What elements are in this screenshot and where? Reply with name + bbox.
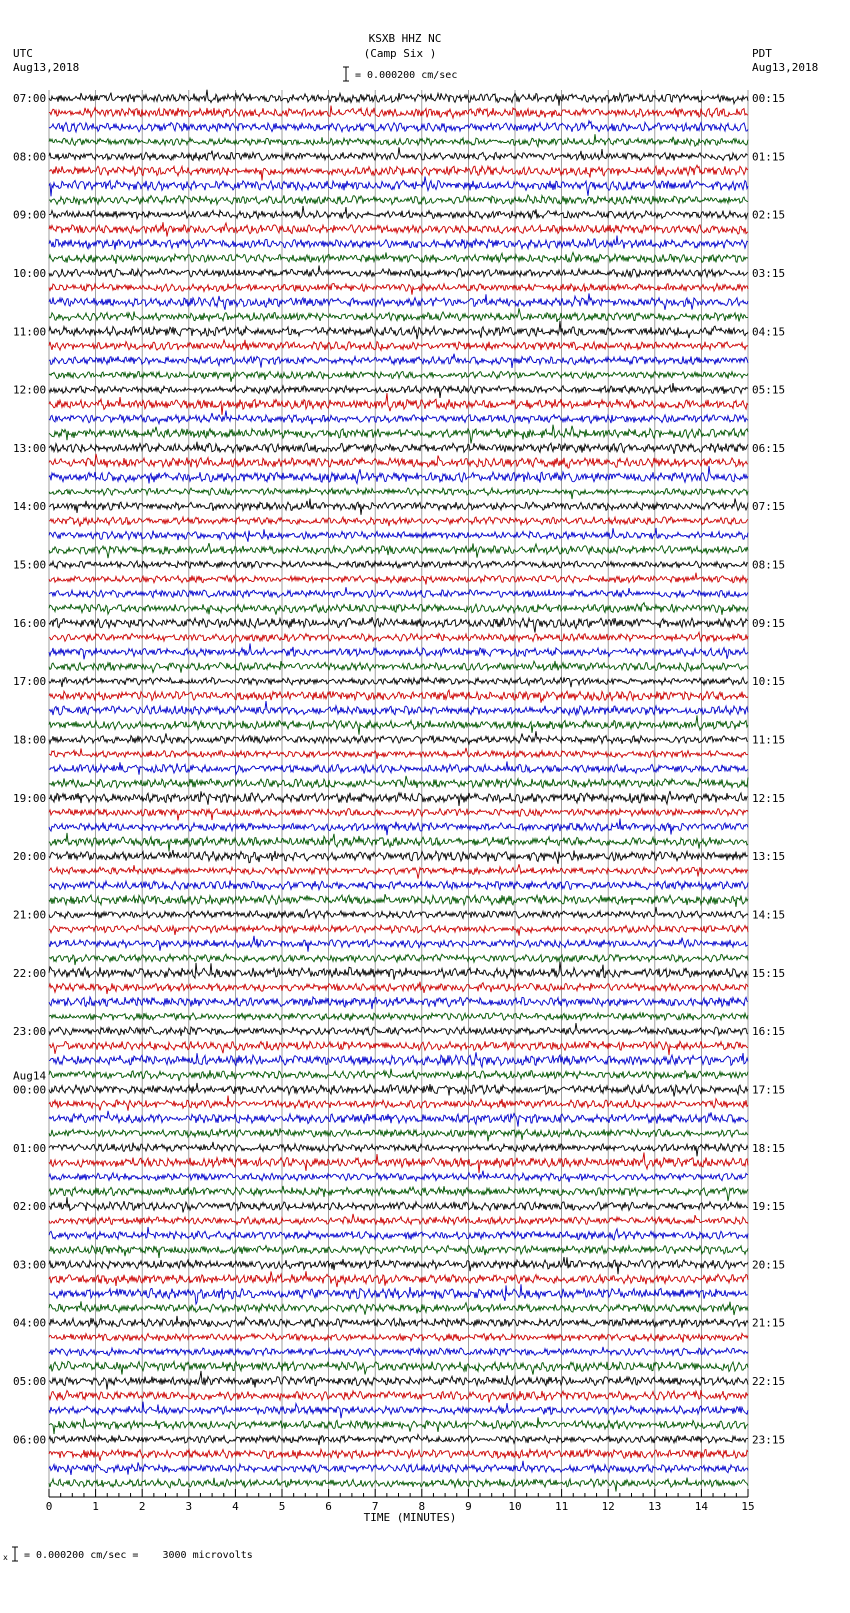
trace-74 <box>49 1171 748 1182</box>
right-timezone: PDT <box>752 47 772 60</box>
x-tick-label: 15 <box>741 1500 755 1513</box>
time-axis <box>46 1489 755 1513</box>
left-hour-label: 07:00 <box>13 92 47 105</box>
trace-91 <box>49 1417 748 1434</box>
x-tick-label: 3 <box>185 1500 193 1513</box>
left-hour-label: 15:00 <box>13 558 47 572</box>
trace-48 <box>49 791 748 806</box>
trace-62 <box>49 997 748 1009</box>
left-hour-label: 14:00 <box>13 500 47 514</box>
x-tick-label: 2 <box>138 1500 146 1513</box>
trace-70 <box>49 1111 748 1127</box>
trace-52 <box>49 850 748 864</box>
trace-51 <box>49 833 748 852</box>
trace-66 <box>49 1052 748 1067</box>
trace-40 <box>49 677 748 687</box>
trace-49 <box>49 809 748 821</box>
trace-89 <box>49 1390 748 1403</box>
trace-50 <box>49 819 748 836</box>
scale-label: = 0.000200 cm/sec <box>355 70 458 81</box>
left-hour-label: 06:00 <box>13 1433 47 1447</box>
trace-2 <box>49 121 748 132</box>
x-tick-label: 10 <box>508 1500 522 1513</box>
right-hour-label: 15:15 <box>752 966 786 980</box>
trace-58 <box>49 936 748 952</box>
trace-78 <box>49 1227 748 1240</box>
x-tick-label: 7 <box>371 1500 379 1513</box>
trace-13 <box>49 284 748 295</box>
trace-81 <box>49 1271 748 1287</box>
trace-87 <box>49 1361 748 1374</box>
trace-32 <box>49 561 748 568</box>
left-hour-label: 02:00 <box>13 1200 47 1214</box>
trace-6 <box>49 177 748 197</box>
trace-95 <box>49 1478 748 1492</box>
x-tick-label: 1 <box>92 1500 99 1513</box>
trace-22 <box>49 411 748 425</box>
trace-38 <box>49 643 748 659</box>
right-hour-label: 16:15 <box>752 1025 786 1039</box>
trace-75 <box>49 1186 748 1201</box>
trace-39 <box>49 661 748 673</box>
trace-54 <box>49 881 748 890</box>
trace-55 <box>49 894 748 907</box>
right-hour-label: 17:15 <box>752 1083 786 1097</box>
right-hour-label: 22:15 <box>752 1375 786 1389</box>
trace-18 <box>49 354 748 368</box>
trace-35 <box>49 603 748 615</box>
trace-60 <box>49 962 748 980</box>
trace-53 <box>49 864 748 878</box>
trace-5 <box>49 165 748 180</box>
left-hour-label: 18:00 <box>13 733 47 747</box>
left-hour-label: 23:00 <box>13 1025 47 1039</box>
trace-0 <box>49 90 748 106</box>
trace-92 <box>49 1435 748 1445</box>
trace-21 <box>49 393 748 415</box>
trace-73 <box>49 1153 748 1174</box>
right-hour-label: 20:15 <box>752 1258 786 1272</box>
trace-59 <box>49 954 748 965</box>
trace-1 <box>49 106 748 119</box>
right-hour-label: 09:15 <box>752 616 786 630</box>
trace-28 <box>49 499 748 515</box>
trace-45 <box>49 748 748 759</box>
trace-94 <box>49 1461 748 1475</box>
trace-63 <box>49 1012 748 1020</box>
x-tick-label: 0 <box>45 1500 53 1513</box>
left-hour-label: 22:00 <box>13 966 47 980</box>
left-hour-label: 19:00 <box>13 791 47 805</box>
right-hour-label: 06:15 <box>752 441 786 455</box>
left-timezone: UTC <box>13 47 33 60</box>
trace-26 <box>49 466 748 484</box>
x-tick-label: 5 <box>278 1500 286 1513</box>
x-tick-label: 9 <box>465 1500 472 1513</box>
trace-10 <box>49 236 748 250</box>
trace-46 <box>49 761 748 774</box>
left-hour-label: 09:00 <box>13 208 47 222</box>
trace-67 <box>49 1069 748 1081</box>
trace-37 <box>49 632 748 642</box>
trace-17 <box>49 340 748 350</box>
left-hour-label: 01:00 <box>13 1141 47 1155</box>
right-hour-label: 02:15 <box>752 208 786 222</box>
trace-24 <box>49 442 748 454</box>
trace-42 <box>49 701 748 715</box>
trace-19 <box>49 371 748 381</box>
trace-43 <box>49 715 748 734</box>
trace-71 <box>49 1128 748 1141</box>
trace-85 <box>49 1334 748 1343</box>
right-hour-label: 13:15 <box>752 850 786 864</box>
trace-8 <box>49 206 748 219</box>
left-hour-label: 12:00 <box>13 383 47 397</box>
x-tick-label: 4 <box>232 1500 239 1513</box>
trace-80 <box>49 1257 748 1274</box>
right-hour-label: 03:15 <box>752 266 786 280</box>
x-tick-label: 6 <box>325 1500 332 1513</box>
right-hour-label: 10:15 <box>752 675 786 689</box>
trace-65 <box>49 1041 748 1055</box>
trace-64 <box>49 1023 748 1036</box>
trace-14 <box>49 293 748 309</box>
right-hour-label: 18:15 <box>752 1141 786 1155</box>
right-hour-label: 00:15 <box>752 92 786 105</box>
left-hour-label: 16:00 <box>13 616 47 630</box>
station-title: KSXB HHZ NC <box>368 32 442 45</box>
trace-56 <box>49 907 748 918</box>
right-hour-label: 11:15 <box>752 733 786 747</box>
left-hour-label: 13:00 <box>13 441 47 455</box>
trace-36 <box>49 617 748 632</box>
trace-4 <box>49 147 748 160</box>
left-hour-label: 00:00 <box>13 1083 47 1097</box>
footer-scale-label: = 0.000200 cm/sec = 3000 microvolts <box>24 1550 253 1561</box>
trace-72 <box>49 1142 748 1156</box>
trace-86 <box>49 1347 748 1356</box>
trace-68 <box>49 1083 748 1097</box>
trace-76 <box>49 1197 748 1212</box>
trace-47 <box>49 776 748 788</box>
trace-20 <box>49 383 748 398</box>
right-date: Aug13,2018 <box>752 61 819 74</box>
trace-29 <box>49 517 748 527</box>
right-hour-label: 08:15 <box>752 558 786 572</box>
right-hour-label: 23:15 <box>752 1433 786 1447</box>
right-hour-label: 21:15 <box>752 1316 786 1330</box>
right-hour-label: 01:15 <box>752 150 786 164</box>
trace-69 <box>49 1096 748 1111</box>
trace-16 <box>49 321 748 339</box>
trace-82 <box>49 1284 748 1304</box>
right-hour-label: 04:15 <box>752 325 786 339</box>
left-hour-label: 03:00 <box>13 1258 47 1272</box>
left-hour-label: 10:00 <box>13 266 47 280</box>
left-hour-label: 08:00 <box>13 150 47 164</box>
trace-83 <box>49 1301 748 1315</box>
x-tick-label: 11 <box>554 1500 569 1513</box>
trace-88 <box>49 1371 748 1390</box>
x-tick-label: 8 <box>418 1500 426 1513</box>
trace-15 <box>49 308 748 322</box>
trace-30 <box>49 528 748 542</box>
left-hour-label: 17:00 <box>13 675 47 689</box>
footer-scale-bar-icon <box>11 1546 19 1562</box>
trace-41 <box>49 690 748 703</box>
trace-34 <box>49 587 748 597</box>
trace-84 <box>49 1316 748 1328</box>
left-hour-label: 05:00 <box>13 1375 47 1389</box>
trace-7 <box>49 195 748 205</box>
station-location: (Camp Six ) <box>363 47 437 60</box>
trace-11 <box>49 252 748 263</box>
left-hour-label: 21:00 <box>13 908 47 922</box>
trace-79 <box>49 1246 748 1259</box>
x-tick-label: 12 <box>601 1500 615 1513</box>
trace-27 <box>49 488 748 499</box>
x-tick-label: 14 <box>694 1500 709 1513</box>
trace-31 <box>49 543 748 558</box>
trace-57 <box>49 925 748 935</box>
trace-77 <box>49 1214 748 1225</box>
trace-23 <box>49 425 748 444</box>
left-hour-label: 11:00 <box>13 325 47 339</box>
seismic-traces <box>49 90 748 1492</box>
left-hour-label: 04:00 <box>13 1316 47 1330</box>
trace-44 <box>49 731 748 744</box>
trace-93 <box>49 1449 748 1461</box>
right-hour-label: 19:15 <box>752 1200 786 1214</box>
trace-61 <box>49 982 748 994</box>
left-hour-label: 20:00 <box>13 850 47 864</box>
footer-prefix: x <box>3 1553 8 1562</box>
x-axis-title: TIME (MINUTES) <box>363 1511 457 1524</box>
right-hour-label: 12:15 <box>752 791 786 805</box>
right-hour-label: 14:15 <box>752 908 786 922</box>
left-date: Aug13,2018 <box>13 61 80 74</box>
trace-9 <box>49 222 748 236</box>
date-change-label: Aug14 <box>13 1069 47 1083</box>
x-tick-label: 13 <box>648 1500 662 1513</box>
right-hour-label: 05:15 <box>752 383 786 397</box>
trace-90 <box>49 1402 748 1419</box>
trace-33 <box>49 573 748 585</box>
trace-12 <box>49 266 748 278</box>
trace-25 <box>49 454 748 468</box>
right-hour-label: 07:15 <box>752 500 786 514</box>
trace-3 <box>49 134 748 146</box>
